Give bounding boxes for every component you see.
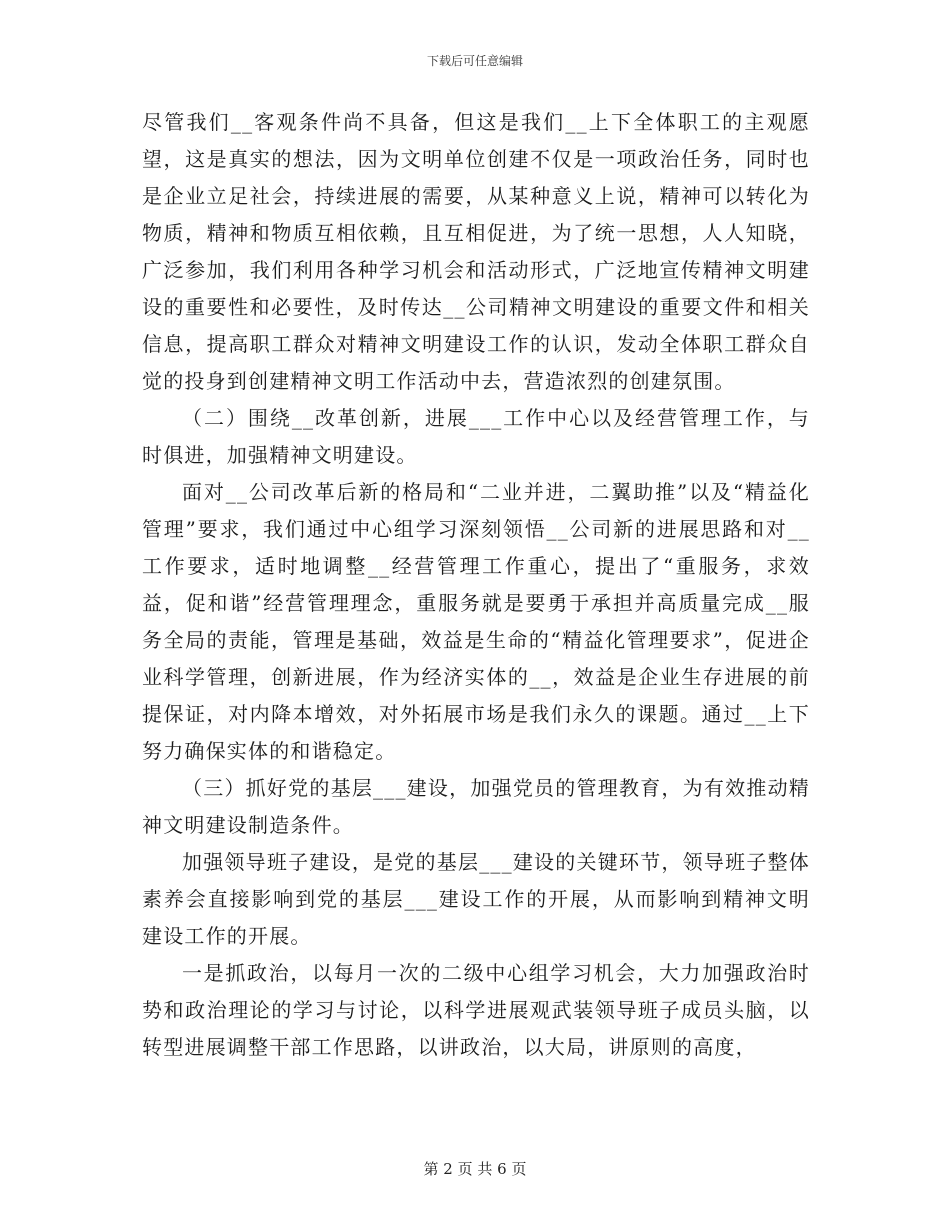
paragraph-leadership: 加强领导班子建设，是党的基层___建设的关键环节，领导班子整体素养会直接影响到党的基层___建设工作的开展，从而影响到精神文明建设工作的开展。 (142, 850, 810, 948)
section-heading-3: （三）抓好党的基层___建设，加强党员的管理教育，为有效推动精神文明建设制造条件。 (142, 776, 810, 837)
document-body (142, 104, 810, 1066)
download-note: 下载后可任意编辑 (426, 54, 523, 68)
page-number: 第 2 页 共 6 页 (423, 1160, 527, 1178)
paragraph-reform: 面对__公司改革后新的格局和“二业并进，二翼助推”以及“精益化管理”要求，我们通过中心组学习深刻领悟__公司新的进展思路和对__工作要求，适时地调整__经营管理工作重心，提出了“重服务，求效益，促和谐”经营管理理念，重服务就是要勇于承担并高质量完成__服务全局的责能，管理是基础，效益是生命的“精益化管理要求”，促进企业科学管理，创新进展，作为经济实体的__，效益是企业生存进展的前提保证，对内降本增效，对外拓展市场是我们永久的课题。通过__上下努力确保实体的和谐稳定。 (142, 480, 810, 763)
paragraph-continuation: 尽管我们__客观条件尚不具备，但这是我们__上下全体职工的主观愿望，这是真实的想法，因为文明单位创建不仅是一项政治任务，同时也是企业立足社会，持续进展的需要，从某种意义上说，精神可以转化为物质，精神和物质互相依赖，且互相促进，为了统一思想，人人知晓，广泛参加，我们利用各种学习机会和活动形式，广泛地宣传精神文明建设的重要性和必要性，及时传达__公司精神文明建设的重要文件和相关信息，提高职工群众对精神文明建设工作的认识，发动全体职工群众自觉的投身到创建精神文明工作活动中去，营造浓烈的创建氛围。 (142, 110, 810, 393)
paragraph-politics: 一是抓政治，以每月一次的二级中心组学习机会，大力加强政治时势和政治理论的学习与讨论，以科学进展观武装领导班子成员头脑，以转型进展调整干部工作思路，以讲政治，以大局，讲原则的高度， (142, 961, 810, 1059)
section-heading-2: （二）围绕__改革创新，进展___工作中心以及经营管理工作，与时俱进，加强精神文明建设。 (142, 406, 810, 467)
